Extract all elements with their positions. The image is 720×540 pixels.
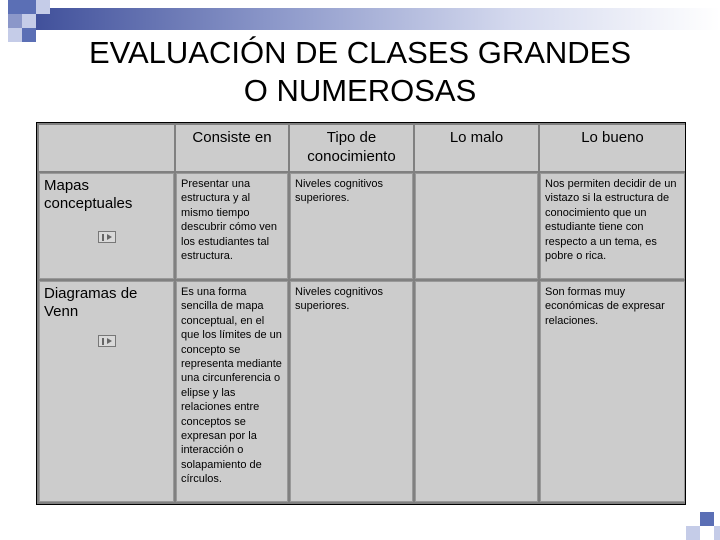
decor-square — [22, 28, 36, 42]
decor-square — [22, 0, 36, 14]
cell-malo-mapas — [415, 173, 538, 279]
page-title — [60, 34, 660, 110]
cell-consiste-mapas: Presentar una estructura y al mismo tiempo descubrir cómo ven los estudiantes tal estructura. — [176, 173, 288, 279]
header-empty — [39, 125, 174, 171]
cell-bueno-venn: Son formas muy económicas de expresar relaciones. — [540, 281, 685, 502]
decor-square — [700, 512, 714, 526]
cell-bueno-mapas: Nos permiten decidir de un vistazo si la estructura de conocimiento que un estudiante tiene con respecto a un tema, es pobre o rica. — [540, 173, 685, 279]
row-label-venn — [39, 281, 174, 502]
decor-square — [22, 14, 36, 28]
decor-square — [8, 14, 22, 28]
header-lo-malo: Lo malo — [415, 125, 538, 171]
cell-tipo-mapas: Niveles cognitivos superiores. — [290, 173, 413, 279]
header-consiste-en: Consiste en — [176, 125, 288, 171]
header-tipo-conocimiento: Tipo de conocimiento — [290, 125, 413, 171]
header-lo-bueno: Lo bueno — [540, 125, 685, 171]
cell-malo-venn — [415, 281, 538, 502]
decor-square — [686, 526, 700, 540]
decor-square — [36, 0, 50, 14]
evaluation-table — [36, 122, 686, 505]
row-label-text: Mapas conceptuales — [44, 177, 133, 212]
decor-square — [8, 0, 22, 14]
action-button-icon[interactable] — [98, 335, 116, 347]
row-label-text: Diagramas de Venn — [44, 285, 138, 320]
cell-tipo-venn: Niveles cognitivos superiores. — [290, 281, 413, 502]
row-label-mapas — [39, 173, 174, 279]
cell-consiste-venn: Es una forma sencilla de mapa conceptual, en el que los límites de un concepto se representa mediante una circunferencia o elipse y las relaciones entre conceptos se expresan por la interacción o solapamiento de círculos. — [176, 281, 288, 502]
decor-band — [30, 8, 720, 30]
action-button-icon[interactable] — [98, 231, 116, 243]
title-line-2: O NUMEROSAS — [243, 73, 477, 108]
decor-square — [8, 28, 22, 42]
decor-square — [714, 526, 720, 540]
title-line-1: EVALUACIÓN DE CLASES GRANDES — [88, 35, 632, 70]
